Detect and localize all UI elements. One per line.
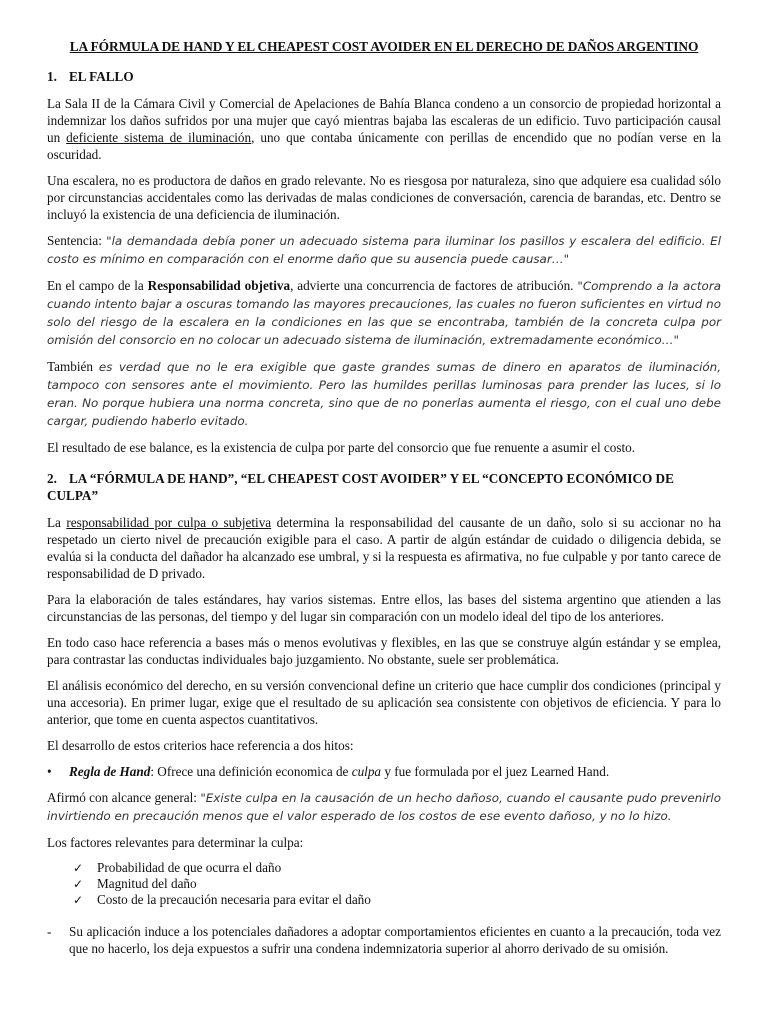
s2-paragraph-factores: Los factores relevantes para determinar la culpa:	[47, 835, 304, 850]
s2-p1-text: La	[47, 515, 67, 530]
s1-paragraph-1	[47, 95, 721, 163]
checklist-item	[73, 876, 721, 892]
s1-p1-text: La Sala II de la Cámara Civil y Comercial de Apelaciones de Bahía Blanca condeno a un consorcio de propiedad horizontal a indemnizar los daños sufridos por una mujer que cayó mientras bajaba las escaleras de un edificio. Tuvo participación causal un	[47, 96, 721, 145]
s2-paragraph-5: El desarrollo de estos criterios hace referencia a dos hitos:	[47, 738, 354, 753]
s1-paragraph-2: Una escalera, no es productora de daños en grado relevante. No es riesgosa por naturaleza, sino que adquiere esa cualidad sólo por circunstancias accidentales como las derivadas de malas condiciones de conversación, carencia de barandas, etc. Dentro se incluyó la existencia de una deficiencia de iluminación.	[47, 173, 721, 222]
sentencia-quote: "la demandada debía poner un adecuado sistema para iluminar los pasillos y escalera del edificio. El costo es mínimo en comparación con el enorme daño que su ausencia puede causar…"	[47, 234, 721, 266]
section-2-number: 2.	[47, 471, 57, 486]
s2-paragraph-4: El análisis económico del derecho, en su versión convencional define un criterio que hace cumplir dos condiciones (principal y una accesoria). En primer lugar, exige que el resultado de su aplicación sea consistente con objetivos de eficiencia. Y para lo anterior, que tome en cuenta aspectos cuantitativos.	[47, 678, 721, 727]
s1-p6-lead: El resultado	[47, 440, 114, 455]
dash-item-text: Su aplicación induce a los potenciales dañadores a adoptar comportamientos eficientes en cuanto a la precaución, toda vez que no hacerlo, los deja expuestos a sufrir una condena indemnizatoria superior al ahorro derivado de su omisión.	[69, 924, 721, 956]
checklist-item-label: Costo de la precaución necesaria para evitar el daño	[97, 892, 371, 907]
hand-rule-term: Regla de Hand	[69, 764, 151, 779]
section-1-title: EL FALLO	[69, 69, 134, 84]
hand-rule-desc: : Ofrece una definición economica de	[150, 764, 352, 779]
checklist-item-label: Magnitud del daño	[97, 876, 197, 891]
s2-p1-text-end: determina la responsabilidad del causante de un daño, solo si su accionar no ha respetado un cierto nivel de precaución exigible para el caso. A partir de algún estándar de cuidado o diligencia debida, se evalúa si la conducta del dañador ha alcanzado ese umbral, y si la respuesta es afirmativa, no fue culpable y por tanto carece de responsabilidad de D privado.	[47, 515, 721, 581]
s1-p1-text-end: , uno que contaba únicamente con perillas de encendido que no podían verse en la oscuridad.	[47, 130, 722, 162]
s2-paragraph-1	[47, 514, 721, 582]
factors-checklist	[47, 860, 721, 908]
section-1-heading	[47, 68, 721, 85]
afirmo-quote: "Existe culpa en la causación de un hecho dañoso, cuando el causante pudo prevenirlo invirtiendo en precaución menos que el valor esperado de los costos de ese evento dañoso, y no lo hizo.	[47, 791, 721, 823]
hand-rule-culpa: culpa	[351, 764, 382, 779]
checkmark-icon: ✓	[73, 893, 84, 907]
s1-p4-bold: Responsabilidad objetiva	[147, 278, 291, 293]
checkmark-icon: ✓	[73, 861, 84, 875]
section-1-number: 1.	[47, 69, 57, 84]
s1-paragraph-sentencia	[47, 232, 721, 268]
hand-rule-desc-end: y fue formulada por el juez Learned Hand.	[381, 764, 610, 779]
s1-paragraph-4	[47, 277, 721, 349]
checklist-item	[73, 860, 721, 876]
s2-paragraph-3: En todo caso hace referencia a bases más o menos evolutivas y flexibles, en las que se construye algún estándar y se emplea, para contrastar las conductas individuales bajo juzgamiento. No obstante, suele ser problemática.	[47, 635, 721, 667]
document-title: LA FÓRMULA DE HAND Y EL CHEAPEST COST AVOIDER EN EL DERECHO DE DAÑOS ARGENTINO	[69, 39, 699, 54]
s1-p4-text: En el campo de la	[47, 278, 148, 293]
dash-item	[47, 923, 721, 957]
s2-paragraph-afirmo	[47, 789, 721, 825]
s1-p5-text: También	[47, 359, 99, 374]
hand-rule-bullet	[47, 763, 721, 780]
section-2-heading	[47, 470, 721, 504]
s1-p4-quote: "Comprendo a la actora cuando intento bajar a oscuras tomando las mayores precauciones, las cuales no fueron suficientes en virtud no solo del riesgo de la escalera en la condiciones en las que se encontraba, también de la concreta culpa por omisión del consorcio en no colocar un adecuado sistema de iluminación, extremadamente económico…"	[47, 279, 721, 347]
s1-p4-text-2: , advierte una concurrencia de factores de atribución.	[290, 278, 578, 293]
section-2-title: LA “FÓRMULA DE HAND”, “EL CHEAPEST COST AVOIDER” Y EL “CONCEPTO ECONÓMICO DE CULPA”	[47, 471, 674, 503]
document-page	[47, 38, 721, 957]
checklist-item	[73, 892, 721, 908]
s1-paragraph-6	[47, 439, 721, 456]
s1-p5-quote: es verdad que no le era exigible que gaste grandes sumas de dinero en aparatos de iluminación, tampoco con sensores ante el movimiento. Pero las humildes perillas luminosas para prender las luces, si lo eran. No porque hubiera una norma concreta, sino que de no ponerlas aumenta el riesgo, con el cual uno debe cargar, pudiendo haberlo evitado.	[47, 360, 721, 428]
checklist-item-label: Probabilidad de que ocurra el daño	[97, 860, 282, 875]
bullet-dot: •	[47, 764, 52, 779]
sentencia-label: Sentencia:	[47, 233, 107, 248]
checkmark-icon: ✓	[73, 877, 84, 891]
afirmo-label: Afirmó con alcance general:	[47, 790, 201, 805]
s1-p1-underlined: deficiente sistema de iluminación	[66, 130, 252, 145]
s1-paragraph-5	[47, 358, 721, 430]
dash-mark: -	[47, 924, 52, 939]
s1-p6-text: de ese balance, es la existencia de culpa por parte del consorcio que fue renuente a asumir el costo.	[113, 440, 636, 455]
hand-rule-text	[69, 763, 609, 780]
s2-p1-underlined: responsabilidad por culpa o subjetiva	[66, 515, 272, 530]
s2-paragraph-2: Para la elaboración de tales estándares, hay varios sistemas. Entre ellos, las bases del sistema argentino que atienden a las circunstancias de las personas, del tiempo y del lugar sin comparación con un modelo ideal del tipo de los anteriores.	[47, 592, 721, 624]
